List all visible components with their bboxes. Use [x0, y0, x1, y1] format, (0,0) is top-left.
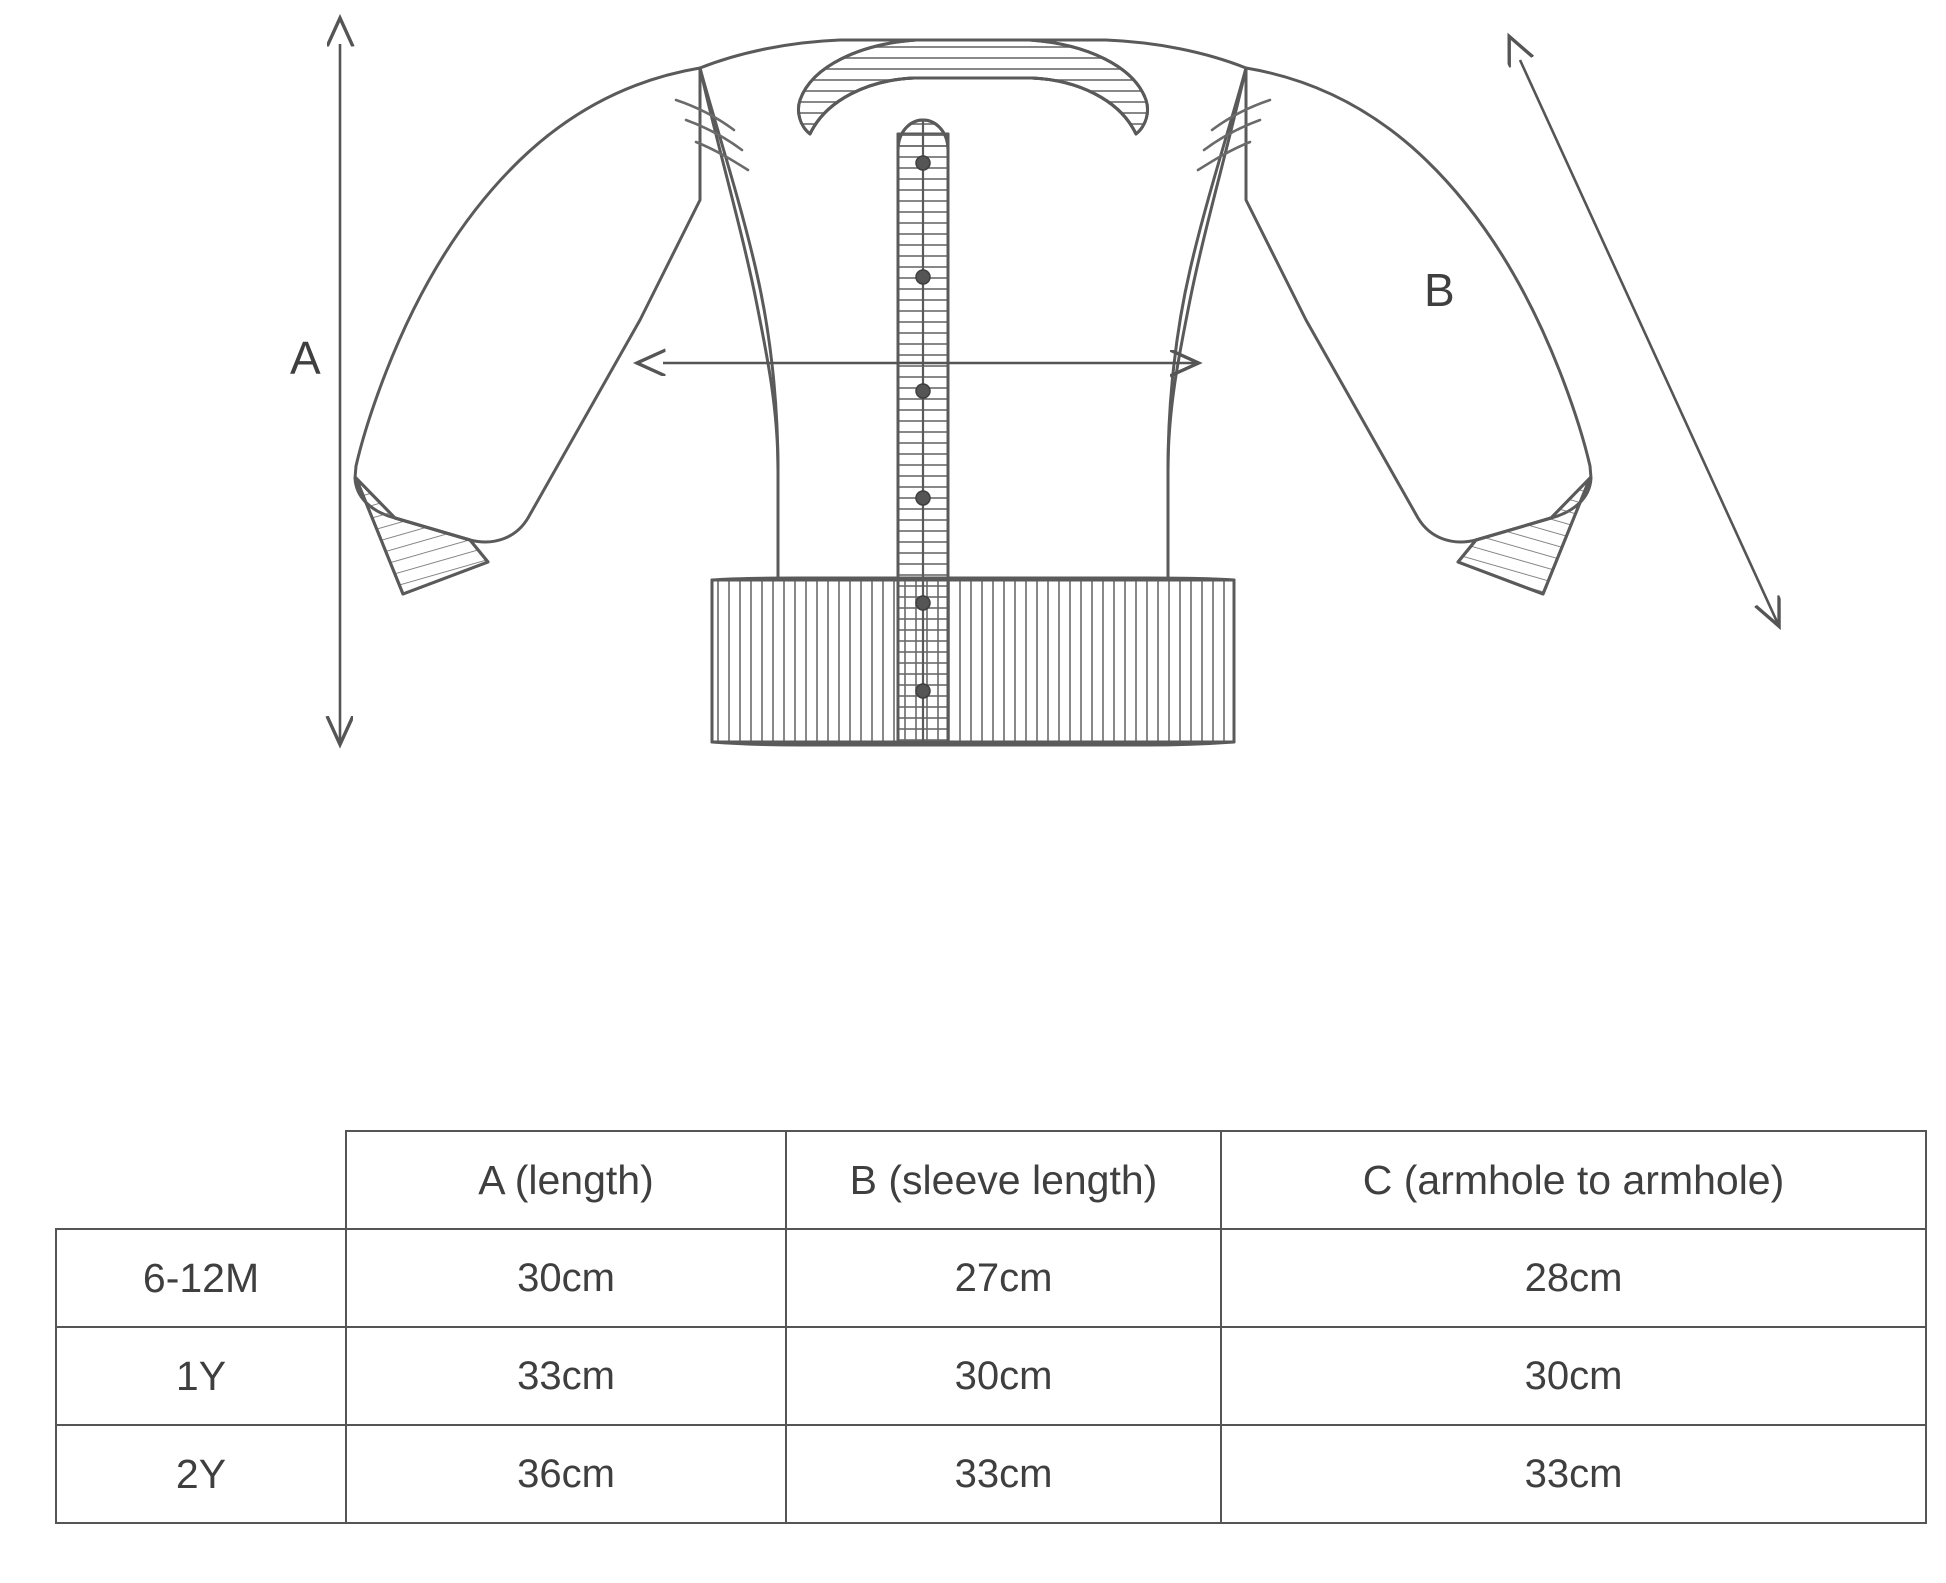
table-header-row: [56, 1131, 1926, 1229]
cell-b: 27cm: [786, 1229, 1221, 1327]
size-chart: [0, 1130, 1946, 1524]
cell-c: 28cm: [1221, 1229, 1926, 1327]
column-header-b: B (sleeve length): [786, 1131, 1221, 1229]
column-header-a: A (length): [346, 1131, 786, 1229]
cell-a: 36cm: [346, 1425, 786, 1523]
row-size-label: 1Y: [56, 1327, 346, 1425]
table-row: [56, 1229, 1926, 1327]
body-main: [700, 40, 1246, 580]
dimension-label-a: A: [290, 332, 321, 384]
hem-ribbing: [712, 580, 1234, 742]
dimension-label-b: B: [1424, 264, 1455, 316]
cell-b: 33cm: [786, 1425, 1221, 1523]
cell-b: 30cm: [786, 1327, 1221, 1425]
table-corner-cell: [56, 1131, 346, 1229]
row-size-label: 6-12M: [56, 1229, 346, 1327]
cell-c: 30cm: [1221, 1327, 1926, 1425]
cell-a: 30cm: [346, 1229, 786, 1327]
cell-a: 33cm: [346, 1327, 786, 1425]
row-size-label: 2Y: [56, 1425, 346, 1523]
cell-c: 33cm: [1221, 1425, 1926, 1523]
column-header-c: C (armhole to armhole): [1221, 1131, 1926, 1229]
table-row: [56, 1327, 1926, 1425]
size-table: [55, 1130, 1927, 1524]
table-row: [56, 1425, 1926, 1523]
